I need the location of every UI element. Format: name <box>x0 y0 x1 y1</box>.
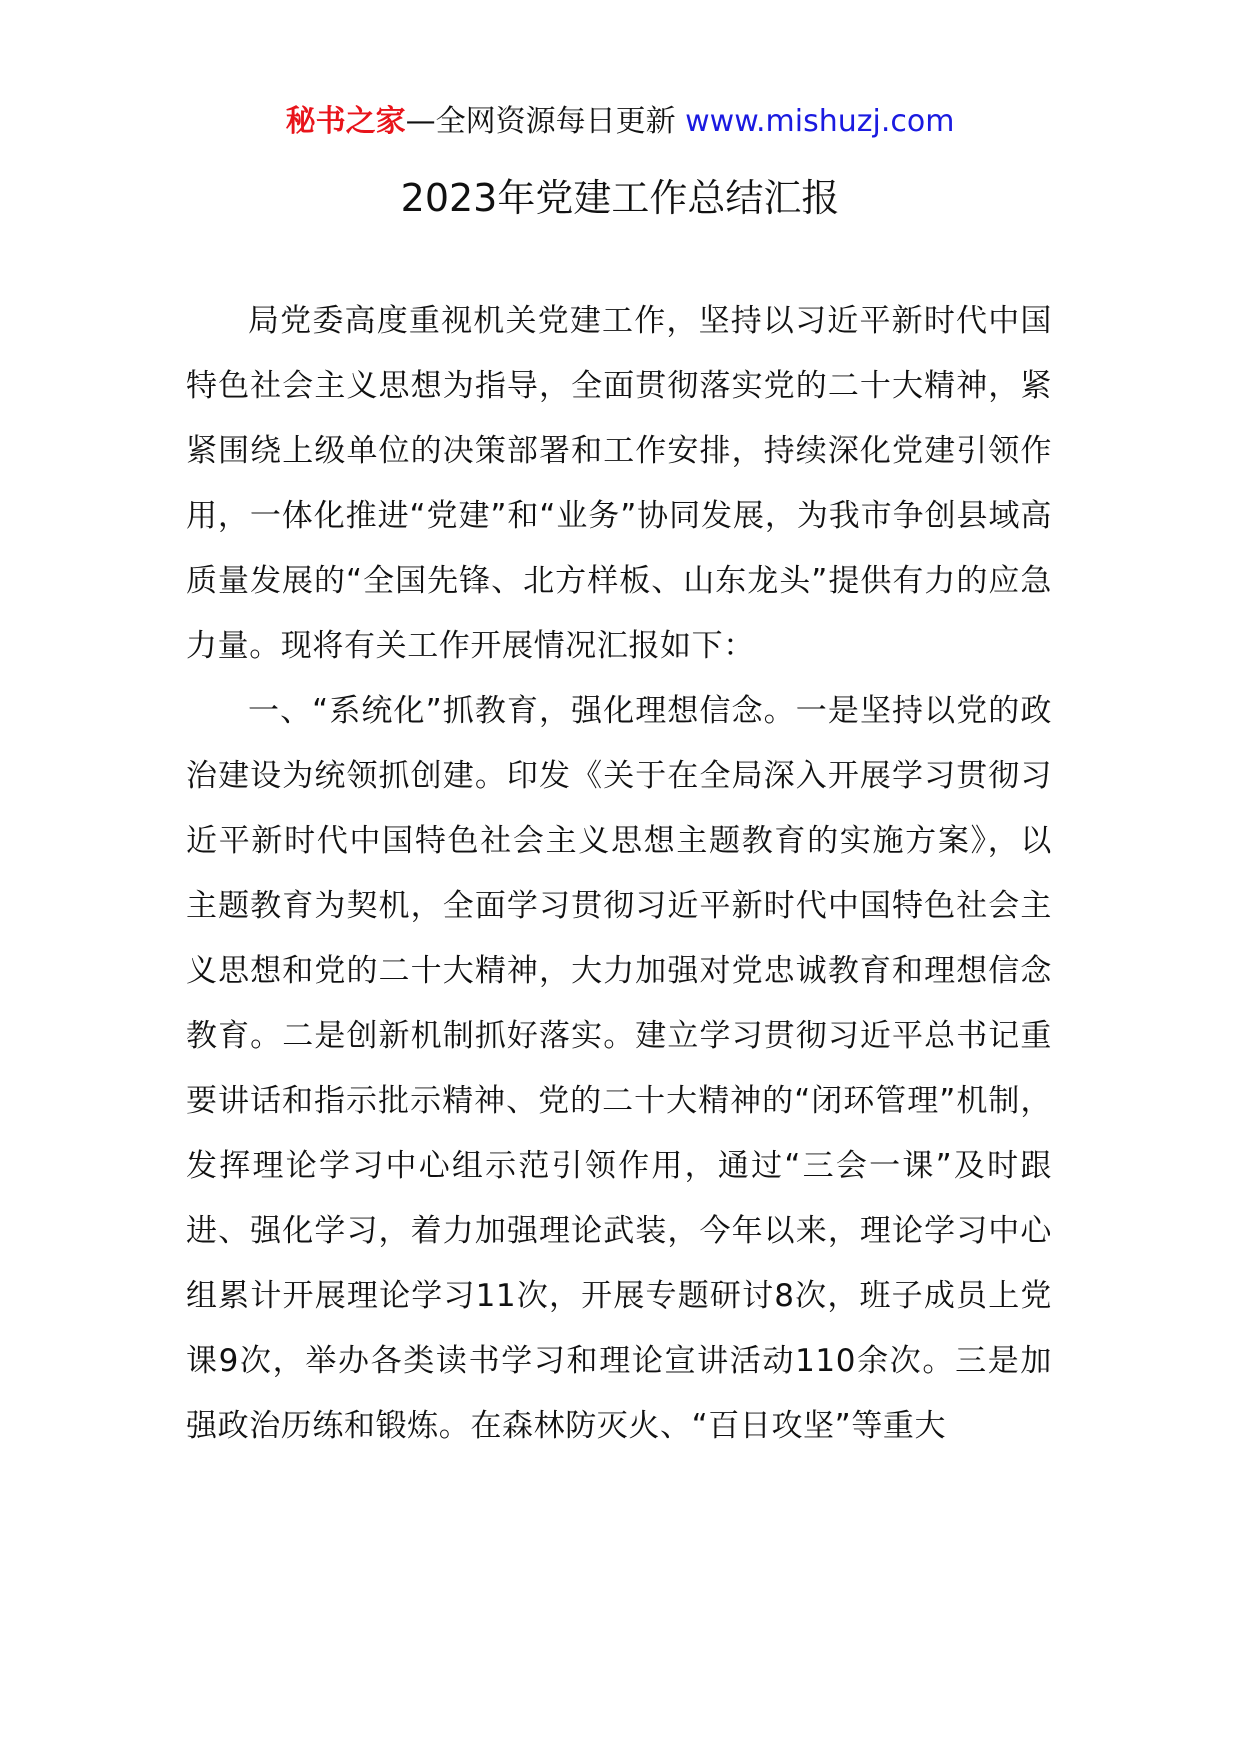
header-tagline: —全网资源每日更新 <box>405 104 676 139</box>
brand-name: 秘书之家 <box>285 104 406 139</box>
paragraph: 局党委高度重视机关党建工作，坚持以习近平新时代中国特色社会主义思想为指导，全面贯彻落实党的二十大精神，紧紧围绕上级单位的决策部署和工作安排，持续深化党建引领作用，一体化推进“党建”和“业务”协同发展，为我市争创县域高质量发展的“全国先锋、北方样板、山东龙头”提供有力的应急力量。现将有关工作开展情况汇报如下： <box>186 303 1052 664</box>
site-url-link[interactable]: www.mishuzj.com <box>685 104 955 139</box>
paragraph: 一、“系统化”抓教育，强化理想信念。一是坚持以党的政治建设为统领抓创建。印发《关于在全局深入开展学习贯彻习近平新时代中国特色社会主义思想主题教育的实施方案》，以主题教育为契机，全面学习贯彻习近平新时代中国特色社会主义思想和党的二十大精神，大力加强对党忠诚教育和理想信念教育。二是创新机制抓好落实。建立学习贯彻习近平总书记重要讲话和指示批示精神、党的二十大精神的“闭环管理”机制，发挥理论学习中心组示范引领作用，通过“三会一课”及时跟进、强化学习，着力加强理论武装，今年以来，理论学习中心组累计开展理论学习11次，开展专题研讨8次，班子成员上党课9次，举办各类读书学习和理论宣讲活动110余次。三是加强政治历练和锻炼。在森林防灭火、“百日攻坚”等重大 <box>186 693 1052 1444</box>
document-title: 2023年党建工作总结汇报 <box>400 176 840 220</box>
document-body <box>186 289 1052 1459</box>
site-header <box>0 100 1240 144</box>
